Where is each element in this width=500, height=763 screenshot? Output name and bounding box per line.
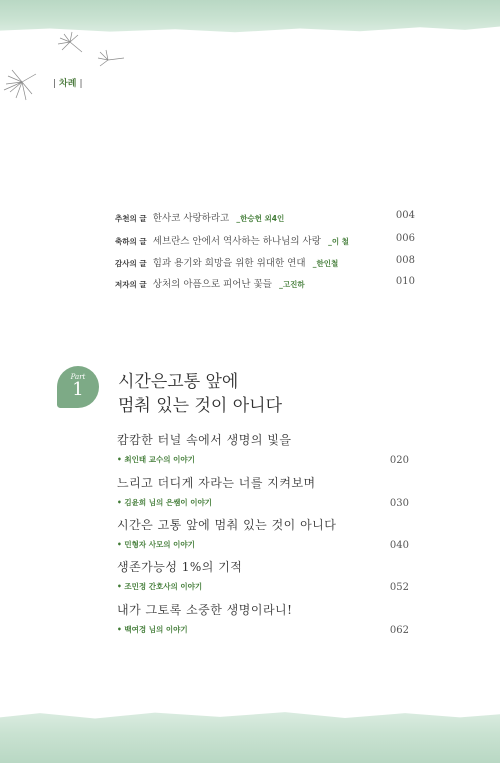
front-matter-tag: 추천의 글 <box>115 214 147 223</box>
page-number: 006 <box>395 233 415 244</box>
page-number: 030 <box>389 498 409 509</box>
chapter-subtitle: • 백여경 님의 이야기 <box>117 625 188 634</box>
separator-left: | <box>53 79 57 89</box>
front-matter-author: _한승헌 외4인 <box>236 214 285 223</box>
part-title-line-1: 시간은고통 앞에 <box>118 372 239 392</box>
page-number: 010 <box>395 276 415 287</box>
front-matter-author: _이 철 <box>328 237 349 246</box>
page-number: 062 <box>389 625 409 636</box>
chapter-entry[interactable] <box>117 431 409 465</box>
page-number: 020 <box>389 455 409 466</box>
front-matter-row[interactable] <box>115 276 415 290</box>
front-matter-author: _한인철 <box>312 259 339 268</box>
part-word: Part <box>70 373 86 381</box>
dandelion-seed-illustration <box>0 30 140 120</box>
chapter-subtitle: • 민형자 사모의 이야기 <box>117 540 195 549</box>
chapter-entry[interactable] <box>117 516 409 550</box>
chapter-entry[interactable] <box>117 474 409 508</box>
toc-heading <box>53 76 82 89</box>
page-number: 008 <box>395 255 415 266</box>
page-number: 040 <box>389 540 409 551</box>
chapter-entry[interactable] <box>117 558 409 592</box>
bottom-decorative-band <box>0 710 500 763</box>
part-number: 1 <box>72 379 84 400</box>
part-title <box>118 370 282 418</box>
front-matter-tag: 감사의 글 <box>115 259 147 268</box>
front-matter-row[interactable] <box>115 210 415 224</box>
part-badge <box>57 366 99 408</box>
chapter-subtitle: • 김윤희 님의 은쌤이 이야기 <box>117 498 212 507</box>
front-matter-title: 한사코 사랑하라고 <box>152 213 230 224</box>
front-matter-author: _고진하 <box>279 280 305 289</box>
chapter-entry[interactable] <box>117 601 409 635</box>
front-matter-title: 세브란스 안에서 역사하는 하나님의 사랑 <box>152 236 321 247</box>
toc-heading-text: 차례 <box>59 79 77 89</box>
chapter-title: 생존가능성 1%의 기적 <box>117 560 243 574</box>
chapter-title: 느리고 더디게 자라는 너를 지켜보며 <box>117 476 316 490</box>
page-number: 052 <box>389 582 409 593</box>
chapter-subtitle: • 최인태 교수의 이야기 <box>117 455 195 464</box>
front-matter-row[interactable] <box>115 233 415 247</box>
separator-right: | <box>79 79 83 89</box>
chapter-title: 캄캄한 터널 속에서 생명의 빛을 <box>117 433 292 447</box>
front-matter-title: 상처의 아픔으로 피어난 꽃들 <box>152 279 272 290</box>
front-matter-title: 힘과 용기와 희망을 위한 위대한 연대 <box>152 258 306 269</box>
front-matter-tag: 축하의 글 <box>115 237 147 246</box>
chapter-title: 내가 그토록 소중한 생명이라니! <box>117 603 293 617</box>
front-matter-tag: 저자의 글 <box>115 280 147 289</box>
chapter-subtitle: • 조민정 간호사의 이야기 <box>117 582 203 591</box>
chapter-title: 시간은 고통 앞에 멈춰 있는 것이 아니다 <box>117 518 337 532</box>
page-number: 004 <box>395 210 415 221</box>
part-title-line-2: 멈춰 있는 것이 아니다 <box>118 396 283 416</box>
front-matter-row[interactable] <box>115 255 415 269</box>
top-decorative-band <box>0 0 500 34</box>
